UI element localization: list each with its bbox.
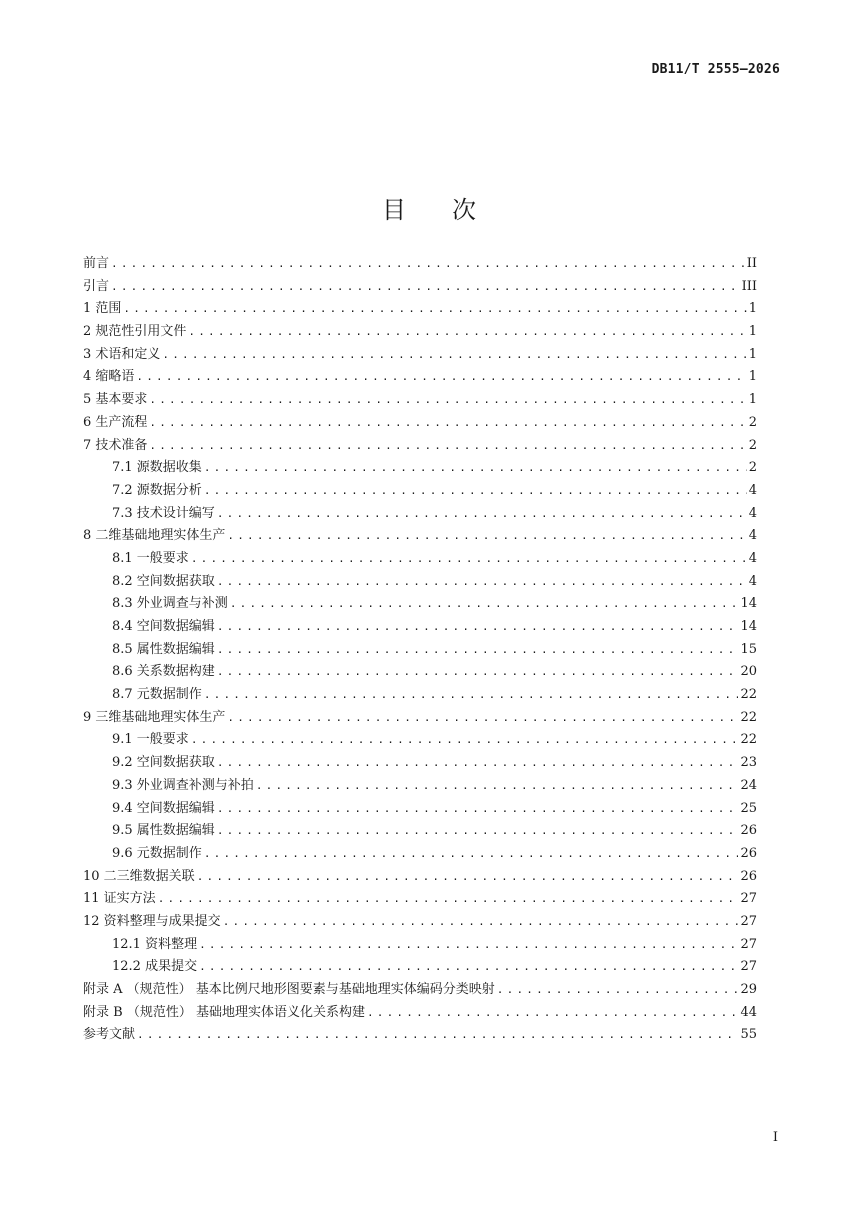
toc-entry-label: 8.5 属性数据编辑 [112,641,215,657]
toc-entry[interactable] [83,457,757,480]
toc-entry[interactable] [83,934,757,957]
toc-entry-page: 14 [740,619,757,634]
page-number: I [772,1130,778,1145]
toc-entry-label: 8.6 关系数据构建 [112,664,215,680]
toc-entry[interactable] [83,1024,757,1047]
toc-entry-label: 9.3 外业调查补测与补拍 [112,777,254,793]
toc-leader-dots [191,548,747,571]
toc-entry[interactable] [83,593,757,616]
toc-entry-page: 26 [740,823,757,839]
toc-leader-dots [217,639,739,662]
toc-entry[interactable] [83,798,757,821]
toc-leader-dots [256,775,739,798]
toc-entry[interactable] [83,253,757,276]
toc-entry[interactable] [83,707,757,730]
toc-leader-dots [191,729,739,752]
toc-entry-page: 27 [740,913,757,929]
toc-entry-label: 附录 A （规范性） 基本比例尺地形图要素与基础地理实体编码分类映射 [83,982,495,997]
toc-leader-dots [149,412,746,435]
toc-entry[interactable] [83,571,757,594]
toc-entry-label: 8 二维基础地理实体生产 [83,528,226,544]
title-char-2: 次 [452,196,478,224]
toc-entry-page: 26 [740,868,757,884]
toc-leader-dots [217,571,747,594]
toc-entry-label: 8.4 空间数据编辑 [112,619,215,634]
toc-entry[interactable] [83,298,757,321]
toc-entry-page: 20 [740,664,757,680]
toc-entry-page: 29 [740,982,757,997]
toc-entry-page: 4 [748,528,757,544]
toc-leader-dots [199,934,738,957]
toc-leader-dots [149,435,746,458]
toc-entry-label: 3 术语和定义 [83,346,161,362]
toc-entry-page: 26 [740,845,757,861]
toc-leader-dots [204,684,739,707]
toc-leader-dots [230,593,739,616]
toc-leader-dots [227,525,746,548]
toc-entry-label: 参考文献 [83,1027,136,1043]
toc-entry-page: 4 [748,505,757,521]
toc-entry-label: 12 资料整理与成果提交 [83,913,221,929]
toc-entry[interactable] [83,503,757,526]
toc-leader-dots [123,298,746,321]
toc-entry[interactable] [83,435,757,458]
toc-entry-page: 4 [748,550,757,566]
toc-entry-label: 9.2 空间数据获取 [112,755,215,771]
table-of-contents [83,253,757,1047]
document-code: DB11/T 2555—2026 [651,62,780,77]
toc-entry-label: 5 基本要求 [83,392,148,408]
toc-entry[interactable] [83,775,757,798]
toc-leader-dots [197,866,739,889]
toc-leader-dots [227,707,738,730]
toc-entry-page: 27 [740,959,757,975]
toc-entry-label: 9.5 属性数据编辑 [112,823,215,839]
toc-leader-dots [204,457,747,480]
toc-entry[interactable] [83,321,757,344]
toc-entry[interactable] [83,480,757,503]
toc-entry-page: 4 [748,482,757,498]
toc-entry[interactable] [83,412,757,435]
toc-entry-label: 12.1 资料整理 [112,936,198,952]
toc-entry-label: 7 技术准备 [83,437,148,453]
toc-leader-dots [204,843,739,866]
toc-leader-dots [497,979,739,1002]
toc-entry-label: 8.7 元数据制作 [112,687,202,703]
toc-entry-page: II [746,256,757,271]
toc-entry[interactable] [83,366,757,389]
toc-leader-dots [111,253,745,276]
toc-entry[interactable] [83,888,757,911]
toc-entry[interactable] [83,956,757,979]
toc-leader-dots [204,480,747,503]
toc-leader-dots [111,276,740,299]
toc-leader-dots [217,503,747,526]
toc-leader-dots [137,1024,738,1047]
toc-entry[interactable] [83,344,757,367]
title-char-1: 目 [382,196,408,224]
toc-entry[interactable] [83,389,757,412]
toc-entry[interactable] [83,979,757,1002]
toc-leader-dots [199,956,738,979]
toc-entry[interactable] [83,752,757,775]
toc-entry-label: 2 规范性引用文件 [83,324,187,340]
toc-entry-page: 44 [740,1004,757,1020]
toc-entry-label: 8.3 外业调查与补测 [112,596,228,612]
toc-entry-page: 23 [740,755,757,771]
toc-entry[interactable] [83,820,757,843]
toc-leader-dots [223,911,739,934]
toc-entry-label: 引言 [83,278,110,294]
page-title [0,190,860,225]
toc-entry-label: 7.3 技术设计编写 [112,505,215,521]
toc-entry-page: 2 [748,460,757,476]
toc-entry-label: 8.1 一般要求 [112,550,189,566]
toc-leader-dots [162,344,746,367]
toc-entry-page: 27 [740,891,757,907]
toc-entry-label: 9.6 元数据制作 [112,845,202,861]
toc-entry-label: 12.2 成果提交 [112,959,198,975]
toc-entry[interactable] [83,911,757,934]
toc-entry-page: 27 [740,936,757,952]
toc-entry-page: 22 [740,687,757,703]
toc-entry-page: 15 [740,641,757,657]
toc-entry[interactable] [83,276,757,299]
toc-entry-label: 6 生产流程 [83,414,148,430]
toc-leader-dots [149,389,746,412]
toc-entry-label: 9 三维基础地理实体生产 [83,709,226,725]
toc-leader-dots [367,1002,739,1025]
toc-leader-dots [217,798,739,821]
toc-leader-dots [188,321,746,344]
toc-leader-dots [217,616,739,639]
toc-entry-page: 4 [748,573,757,589]
toc-leader-dots [217,820,739,843]
toc-entry-label: 1 范围 [83,301,122,317]
toc-entry-label: 9.4 空间数据编辑 [112,800,215,816]
toc-entry-page: 1 [748,301,757,317]
toc-leader-dots [136,366,746,389]
toc-entry-page: 55 [740,1027,757,1043]
toc-leader-dots [217,661,739,684]
toc-entry-label: 4 缩略语 [83,369,135,385]
toc-leader-dots [217,752,739,775]
toc-entry[interactable] [83,616,757,639]
toc-entry-label: 7.2 源数据分析 [112,482,202,498]
toc-entry[interactable] [83,866,757,889]
toc-entry[interactable] [83,684,757,707]
toc-entry[interactable] [83,525,757,548]
toc-entry[interactable] [83,843,757,866]
toc-entry-page: 14 [740,596,757,612]
toc-entry-page: 1 [748,346,757,362]
toc-entry[interactable] [83,639,757,662]
toc-entry-label: 10 二三维数据关联 [83,868,195,884]
toc-entry-label: 附录 B （规范性） 基础地理实体语义化关系构建 [83,1004,365,1020]
toc-entry-page: 1 [748,392,757,408]
toc-entry-page: 24 [740,777,757,793]
toc-entry-page: 1 [748,324,757,340]
toc-entry-page: III [741,278,757,294]
toc-entry-page: 2 [748,414,757,430]
toc-entry-page: 2 [748,437,757,453]
toc-entry-page: 1 [748,369,757,385]
toc-entry-page: 22 [740,732,757,748]
toc-entry[interactable] [83,661,757,684]
toc-entry[interactable] [83,729,757,752]
toc-entry-label: 8.2 空间数据获取 [112,573,215,589]
toc-entry-page: 22 [740,709,757,725]
toc-entry-label: 9.1 一般要求 [112,732,189,748]
toc-leader-dots [158,888,739,911]
toc-entry[interactable] [83,1002,757,1025]
toc-entry-label: 7.1 源数据收集 [112,460,202,476]
toc-entry-label: 11 证实方法 [83,891,156,907]
toc-entry-label: 前言 [83,256,110,271]
toc-entry[interactable] [83,548,757,571]
toc-entry-page: 25 [740,800,757,816]
